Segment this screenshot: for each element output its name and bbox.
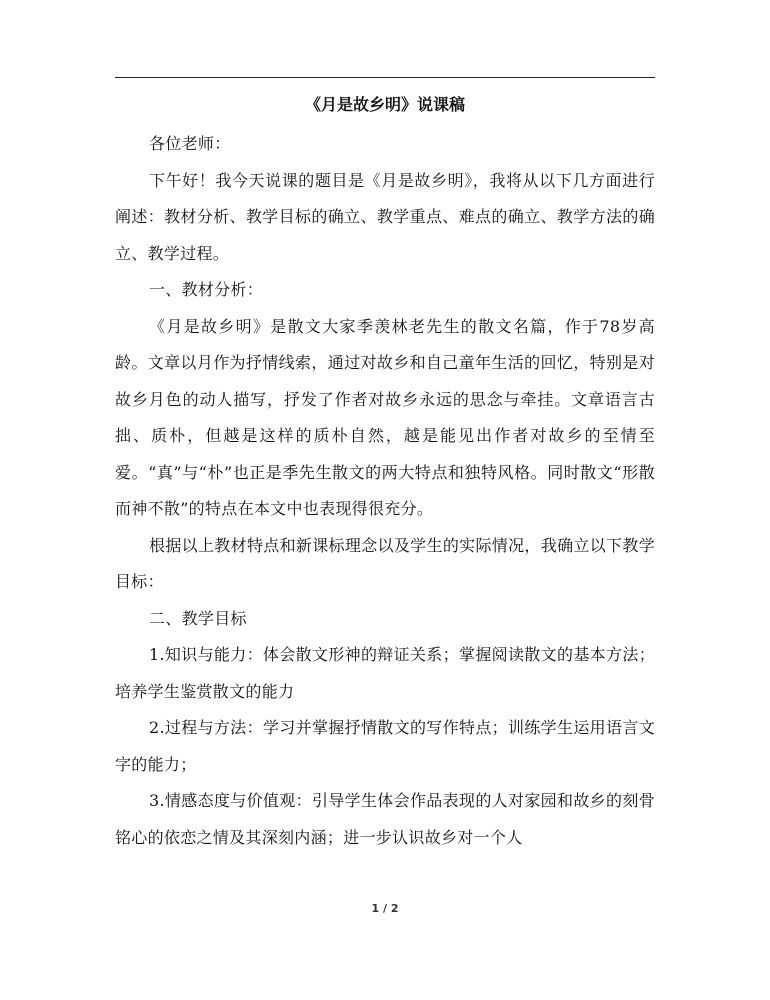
document-body	[115, 126, 655, 856]
header-rule	[115, 77, 655, 78]
goal-item-emotion: 3.情感态度与价值观：引导学生体会作品表现的人对家园和故乡的刻骨铭心的依恋之情及其深刻内涵；进一步认识故乡对一个人	[115, 791, 655, 847]
document-title: 《月是故乡明》说课稿	[304, 95, 465, 114]
goal-item-process: 2.过程与方法：学习并掌握抒情散文的写作特点；训练学生运用语言文字的能力；	[115, 718, 655, 774]
goal-item-knowledge: 1.知识与能力：体会散文形神的辩证关系；掌握阅读散文的基本方法；培养学生鉴赏散文的能力	[115, 645, 655, 701]
section-heading-material-analysis: 一、教材分析：	[149, 280, 264, 299]
salutation: 各位老师：	[149, 134, 231, 153]
section-heading-teaching-goals: 二、教学目标	[149, 608, 247, 628]
material-analysis-paragraph: 《月是故乡明》是散文大家季羡林老先生的散文名篇，作于78岁高龄。文章以月作为抒情线索，通过对故乡和自己童年生活的回忆，特别是对故乡月色的动人描写，抒发了作者对故乡永远的思念与牵挂。文章语言古拙、质朴，但越是这样的质朴自然，越是能见出作者对故乡的至情至爱。“真”与“朴”也正是季先生散文的两大特点和独特风格。同时散文“形散而神不散”的特点在本文中也表现得很充分。	[115, 316, 655, 518]
goal-intro-paragraph: 根据以上教材特点和新课标理念以及学生的实际情况，我确立以下教学目标：	[115, 535, 655, 591]
page-indicator: 1 / 2	[371, 902, 399, 915]
intro-paragraph: 下午好！我今天说课的题目是《月是故乡明》，我将从以下几方面进行阐述：教材分析、教学目标的确立、教学重点、难点的确立、教学方法的确立、教学过程。	[115, 170, 655, 263]
